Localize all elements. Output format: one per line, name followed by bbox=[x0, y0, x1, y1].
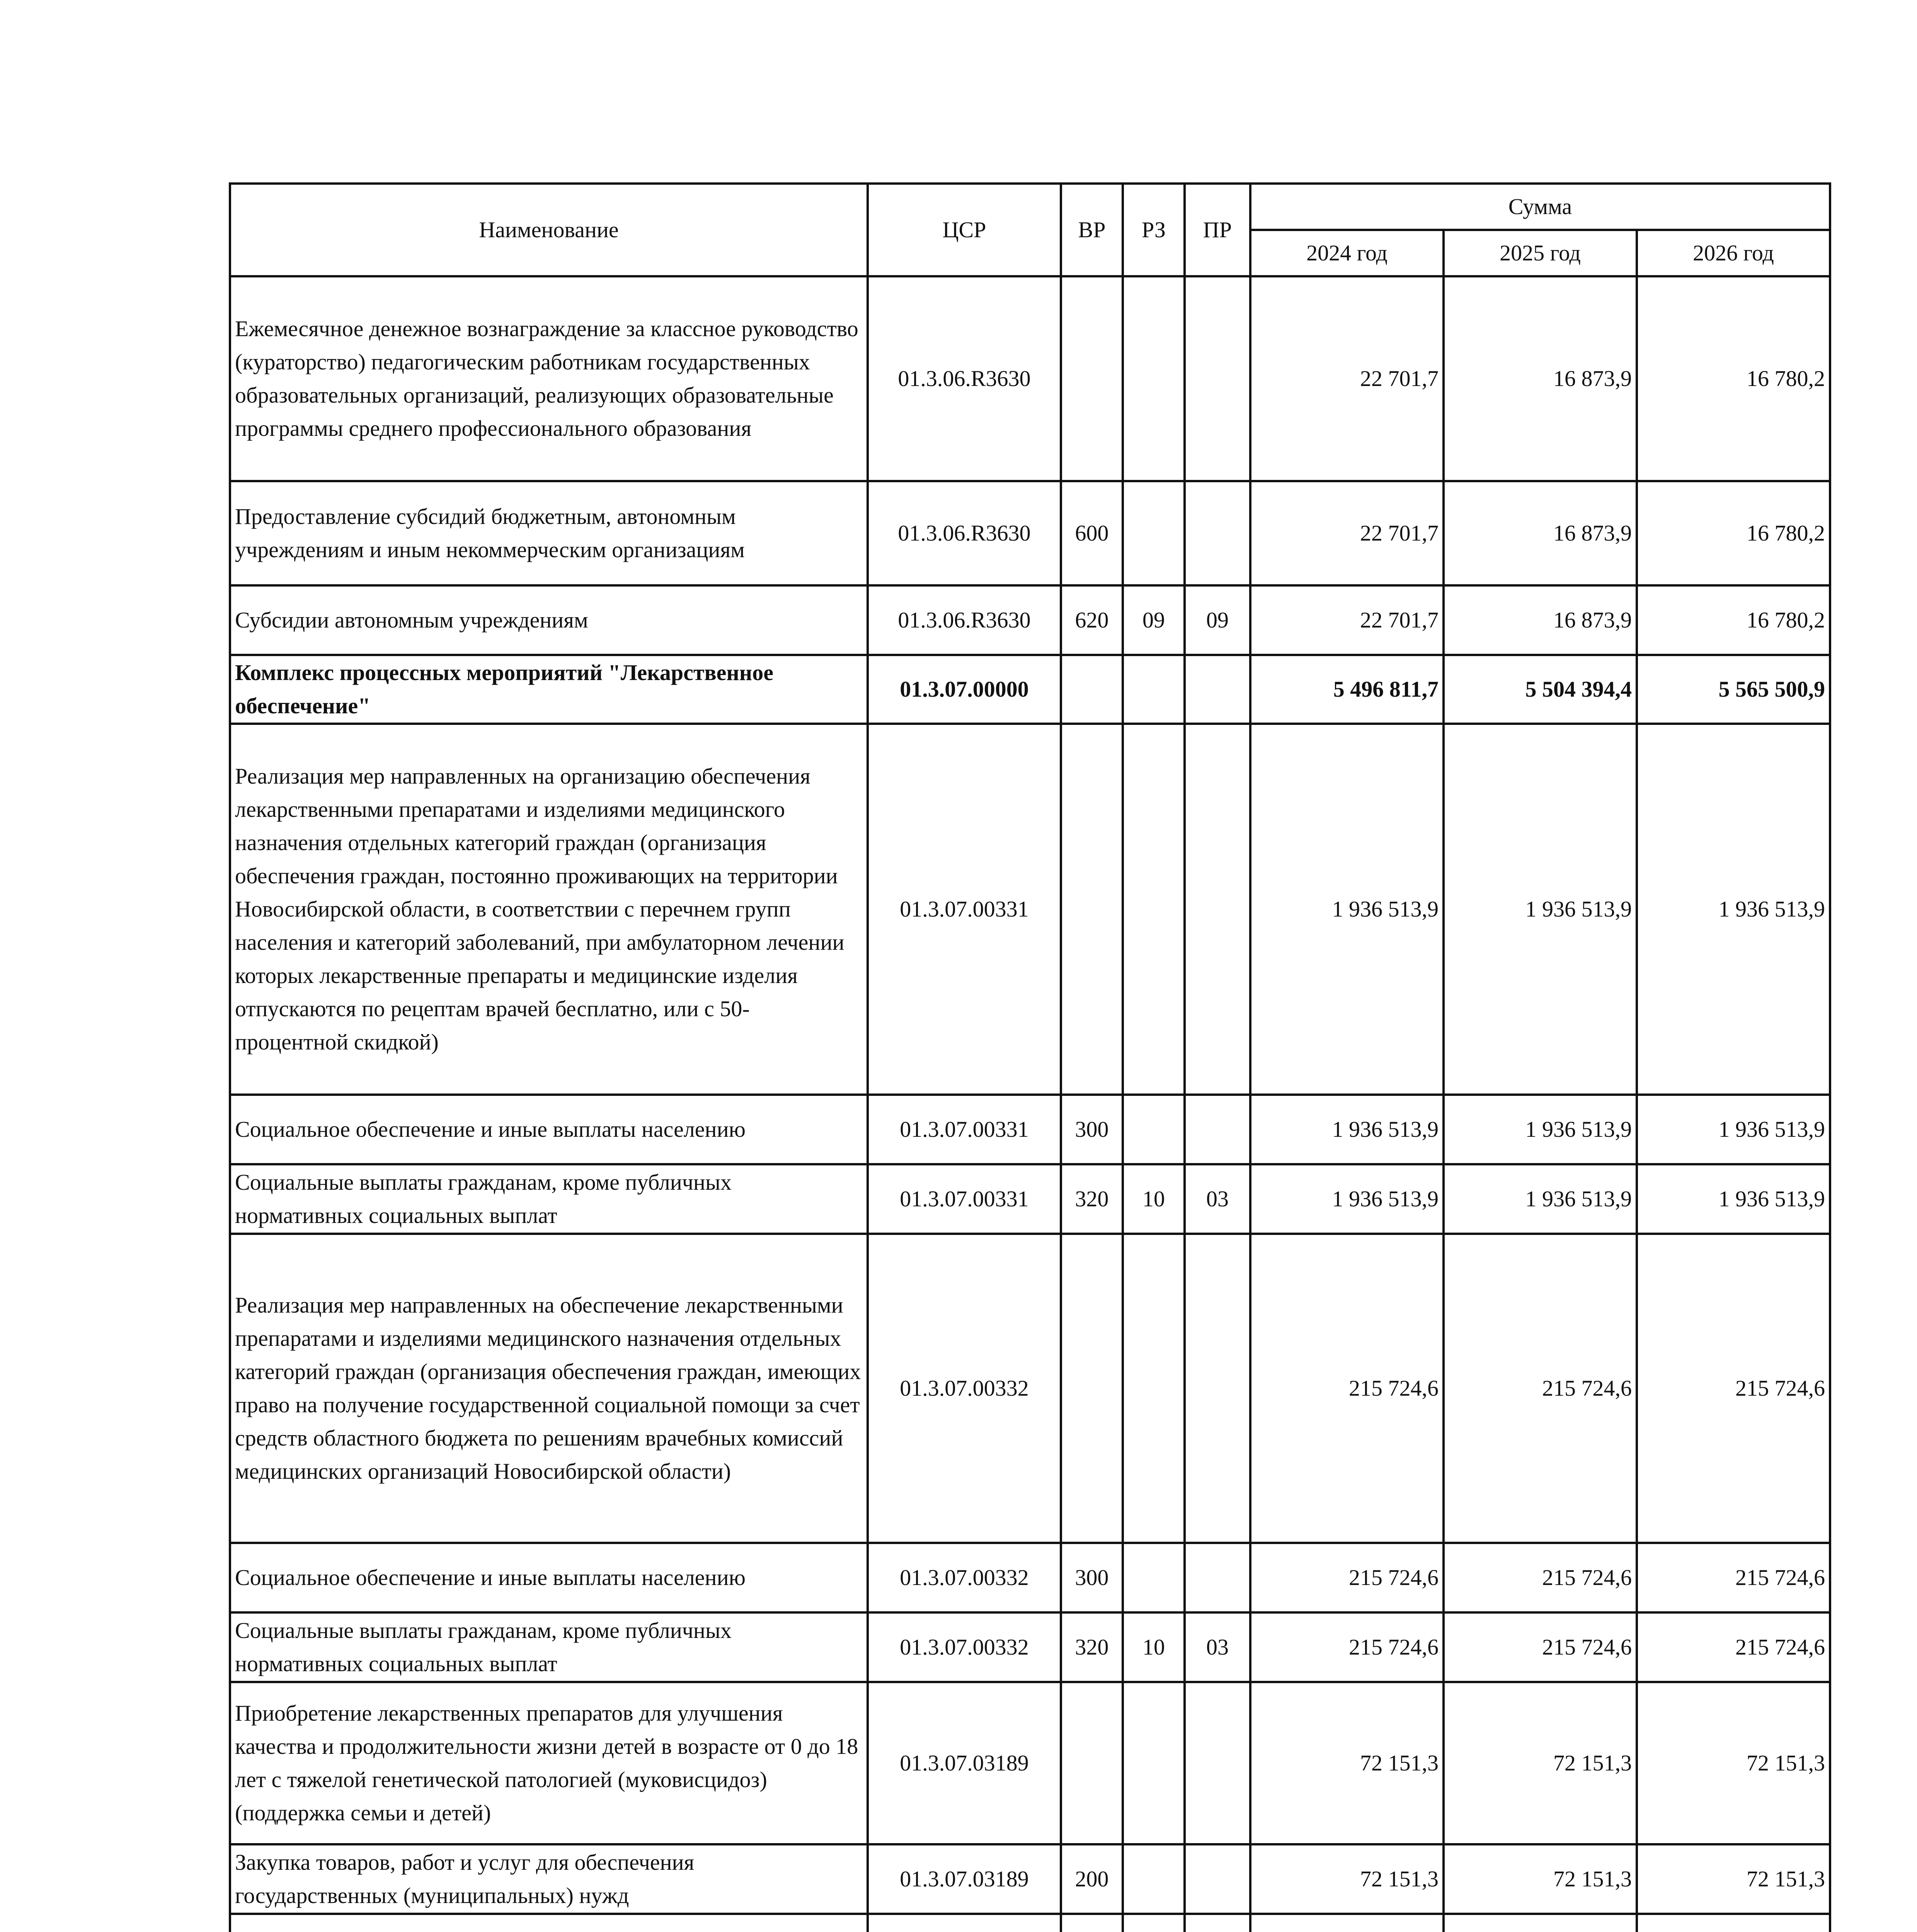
table-row bbox=[230, 585, 1830, 655]
row-pr bbox=[1185, 1095, 1250, 1164]
row-csr: 01.3.07.00000 bbox=[868, 655, 1061, 724]
row-sum-2025: 16 873,9 bbox=[1444, 481, 1637, 585]
row-sum-2026: 5 565 500,9 bbox=[1637, 655, 1830, 724]
row-sum-2026: 16 780,2 bbox=[1637, 585, 1830, 655]
row-sum-2024: 1 936 513,9 bbox=[1250, 1095, 1444, 1164]
header-vr: ВР bbox=[1061, 184, 1123, 276]
table-row bbox=[230, 1543, 1830, 1612]
row-csr: 01.3.07.03189 bbox=[868, 1682, 1061, 1844]
row-vr bbox=[1061, 1914, 1123, 1932]
row-vr bbox=[1061, 724, 1123, 1095]
row-rz: 10 bbox=[1123, 1612, 1185, 1682]
row-csr: 01.3.07.00332 bbox=[868, 1612, 1061, 1682]
table-row bbox=[230, 1164, 1830, 1234]
row-vr bbox=[1061, 1234, 1123, 1543]
row-csr: 01.3.07.00331 bbox=[868, 724, 1061, 1095]
row-pr bbox=[1185, 481, 1250, 585]
table-body bbox=[230, 276, 1830, 1932]
row-sum-2025: 72 151,3 bbox=[1444, 1682, 1637, 1844]
row-name: Социальные выплаты гражданам, кроме публичных нормативных социальных выплат bbox=[230, 1612, 868, 1682]
row-pr: 03 bbox=[1185, 1612, 1250, 1682]
table-row bbox=[230, 1682, 1830, 1844]
row-pr bbox=[1185, 1234, 1250, 1543]
row-sum-2025: 1 936 513,9 bbox=[1444, 1164, 1637, 1234]
row-sum-2024: 215 724,6 bbox=[1250, 1612, 1444, 1682]
row-name: Социальные выплаты гражданам, кроме публичных нормативных социальных выплат bbox=[230, 1164, 868, 1234]
row-sum-2026: 215 724,6 bbox=[1637, 1543, 1830, 1612]
row-csr: 01.3.06.R3630 bbox=[868, 481, 1061, 585]
row-vr: 320 bbox=[1061, 1612, 1123, 1682]
row-vr bbox=[1061, 655, 1123, 724]
row-sum-2026: 215 724,6 bbox=[1637, 1234, 1830, 1543]
table-row bbox=[230, 655, 1830, 724]
table-row bbox=[230, 481, 1830, 585]
row-sum-2026: 1 936 513,9 bbox=[1637, 1164, 1830, 1234]
row-vr: 620 bbox=[1061, 585, 1123, 655]
row-name: Реализация мер направленных на организацию обеспечения лекарственными препаратами и изделиями медицинского назначения отдельных категорий граждан (организация обеспечения граждан, постоянно проживающих на территории Новосибирской области, в соответствии с перечнем групп населения и категорий заболеваний, при амбулаторном лечении которых лекарственные препараты и медицинские изделия отпускаются по рецептам врачей бесплатно, или с 50-процентной скидкой) bbox=[230, 724, 868, 1095]
row-vr: 320 bbox=[1061, 1164, 1123, 1234]
header-name: Наименование bbox=[230, 184, 868, 276]
row-sum-2025: 215 724,6 bbox=[1444, 1612, 1637, 1682]
header-rz: РЗ bbox=[1123, 184, 1185, 276]
row-rz bbox=[1123, 276, 1185, 481]
row-pr bbox=[1185, 1543, 1250, 1612]
row-rz bbox=[1123, 1095, 1185, 1164]
header-year-2026: 2026 год bbox=[1637, 230, 1830, 276]
row-sum-2024: 5 496 811,7 bbox=[1250, 655, 1444, 724]
row-sum-2026: 72 151,3 bbox=[1637, 1682, 1830, 1844]
row-sum-2025: 215 724,6 bbox=[1444, 1543, 1637, 1612]
row-sum-2024: 215 724,6 bbox=[1250, 1543, 1444, 1612]
row-pr bbox=[1185, 724, 1250, 1095]
row-rz: 09 bbox=[1123, 585, 1185, 655]
row-pr bbox=[1185, 276, 1250, 481]
row-pr bbox=[1185, 1682, 1250, 1844]
row-sum-2024: 22 701,7 bbox=[1250, 481, 1444, 585]
row-name: Закупка товаров, работ и услуг для обеспечения государственных (муниципальных) нужд bbox=[230, 1844, 868, 1914]
row-sum-2024: 22 701,7 bbox=[1250, 276, 1444, 481]
row-rz: 10 bbox=[1123, 1164, 1185, 1234]
row-pr: 09 bbox=[1185, 585, 1250, 655]
row-pr: 03 bbox=[1185, 1164, 1250, 1234]
row-sum-2024: 72 151,3 bbox=[1250, 1844, 1444, 1914]
row-name: Комплекс процессных мероприятий "Лекарственное обеспечение" bbox=[230, 655, 868, 724]
row-vr: 300 bbox=[1061, 1543, 1123, 1612]
row-sum-2026: 72 151,3 bbox=[1637, 1844, 1830, 1914]
row-sum-2026: 16 780,2 bbox=[1637, 276, 1830, 481]
row-csr bbox=[868, 1914, 1061, 1932]
row-csr: 01.3.07.00332 bbox=[868, 1234, 1061, 1543]
row-name: Реализация мер направленных на обеспечение лекарственными препаратами и изделиями медицинского назначения отдельных категорий граждан (организация обеспечения граждан, имеющих право на получение государственной социальной помощи за счет средств областного бюджета по решениям врачебных комиссий медицинских организаций Новосибирской области) bbox=[230, 1234, 868, 1543]
row-sum-2025: 16 873,9 bbox=[1444, 276, 1637, 481]
row-sum-2025 bbox=[1444, 1914, 1637, 1932]
row-rz bbox=[1123, 1543, 1185, 1612]
row-sum-2026: 16 780,2 bbox=[1637, 481, 1830, 585]
table-row bbox=[230, 1234, 1830, 1543]
row-sum-2025: 1 936 513,9 bbox=[1444, 1095, 1637, 1164]
row-name: Социальное обеспечение и иные выплаты населению bbox=[230, 1543, 868, 1612]
table-row bbox=[230, 1914, 1830, 1932]
row-vr bbox=[1061, 276, 1123, 481]
row-sum-2024: 1 936 513,9 bbox=[1250, 724, 1444, 1095]
row-rz bbox=[1123, 481, 1185, 585]
header-csr: ЦСР bbox=[868, 184, 1061, 276]
row-sum-2024: 72 151,3 bbox=[1250, 1682, 1444, 1844]
header-sum: Сумма bbox=[1250, 184, 1830, 230]
row-sum-2025: 215 724,6 bbox=[1444, 1234, 1637, 1543]
row-rz bbox=[1123, 1682, 1185, 1844]
header-pr: ПР bbox=[1185, 184, 1250, 276]
row-name: Предоставление субсидий бюджетным, автономным учреждениям и иным некоммерческим организациям bbox=[230, 481, 868, 585]
row-sum-2025: 72 151,3 bbox=[1444, 1844, 1637, 1914]
row-csr: 01.3.07.00331 bbox=[868, 1095, 1061, 1164]
row-vr: 600 bbox=[1061, 481, 1123, 585]
row-pr bbox=[1185, 1844, 1250, 1914]
row-csr: 01.3.07.03189 bbox=[868, 1844, 1061, 1914]
header-year-2024: 2024 год bbox=[1250, 230, 1444, 276]
row-name bbox=[230, 1914, 868, 1932]
header-year-2025: 2025 год bbox=[1444, 230, 1637, 276]
row-vr: 300 bbox=[1061, 1095, 1123, 1164]
row-rz bbox=[1123, 1234, 1185, 1543]
table-row bbox=[230, 724, 1830, 1095]
row-name: Приобретение лекарственных препаратов для улучшения качества и продолжительности жизни детей в возрасте от 0 до 18 лет с тяжелой генетической патологией (муковисцидоз) (поддержка семьи и детей) bbox=[230, 1682, 868, 1844]
table-header bbox=[230, 184, 1830, 276]
row-pr bbox=[1185, 1914, 1250, 1932]
table-row bbox=[230, 276, 1830, 481]
table-row bbox=[230, 1844, 1830, 1914]
row-pr bbox=[1185, 655, 1250, 724]
row-csr: 01.3.06.R3630 bbox=[868, 585, 1061, 655]
row-sum-2026: 1 936 513,9 bbox=[1637, 724, 1830, 1095]
row-sum-2026: 215 724,6 bbox=[1637, 1612, 1830, 1682]
row-sum-2026: 1 936 513,9 bbox=[1637, 1095, 1830, 1164]
row-rz bbox=[1123, 724, 1185, 1095]
row-sum-2024: 1 936 513,9 bbox=[1250, 1164, 1444, 1234]
row-csr: 01.3.07.00332 bbox=[868, 1543, 1061, 1612]
row-sum-2024: 22 701,7 bbox=[1250, 585, 1444, 655]
row-sum-2024: 215 724,6 bbox=[1250, 1234, 1444, 1543]
table-row bbox=[230, 1095, 1830, 1164]
row-name: Ежемесячное денежное вознаграждение за классное руководство (кураторство) педагогическим работникам государственных образовательных организаций, реализующих образовательные программы среднего профессионального образования bbox=[230, 276, 868, 481]
table-row bbox=[230, 1612, 1830, 1682]
row-sum-2025: 16 873,9 bbox=[1444, 585, 1637, 655]
row-csr: 01.3.06.R3630 bbox=[868, 276, 1061, 481]
row-vr: 200 bbox=[1061, 1844, 1123, 1914]
row-sum-2026 bbox=[1637, 1914, 1830, 1932]
row-sum-2025: 5 504 394,4 bbox=[1444, 655, 1637, 724]
row-sum-2025: 1 936 513,9 bbox=[1444, 724, 1637, 1095]
row-csr: 01.3.07.00331 bbox=[868, 1164, 1061, 1234]
row-name: Субсидии автономным учреждениям bbox=[230, 585, 868, 655]
row-rz bbox=[1123, 1914, 1185, 1932]
row-rz bbox=[1123, 655, 1185, 724]
row-vr bbox=[1061, 1682, 1123, 1844]
row-rz bbox=[1123, 1844, 1185, 1914]
row-name: Социальное обеспечение и иные выплаты населению bbox=[230, 1095, 868, 1164]
budget-table bbox=[229, 182, 1831, 1932]
row-sum-2024 bbox=[1250, 1914, 1444, 1932]
